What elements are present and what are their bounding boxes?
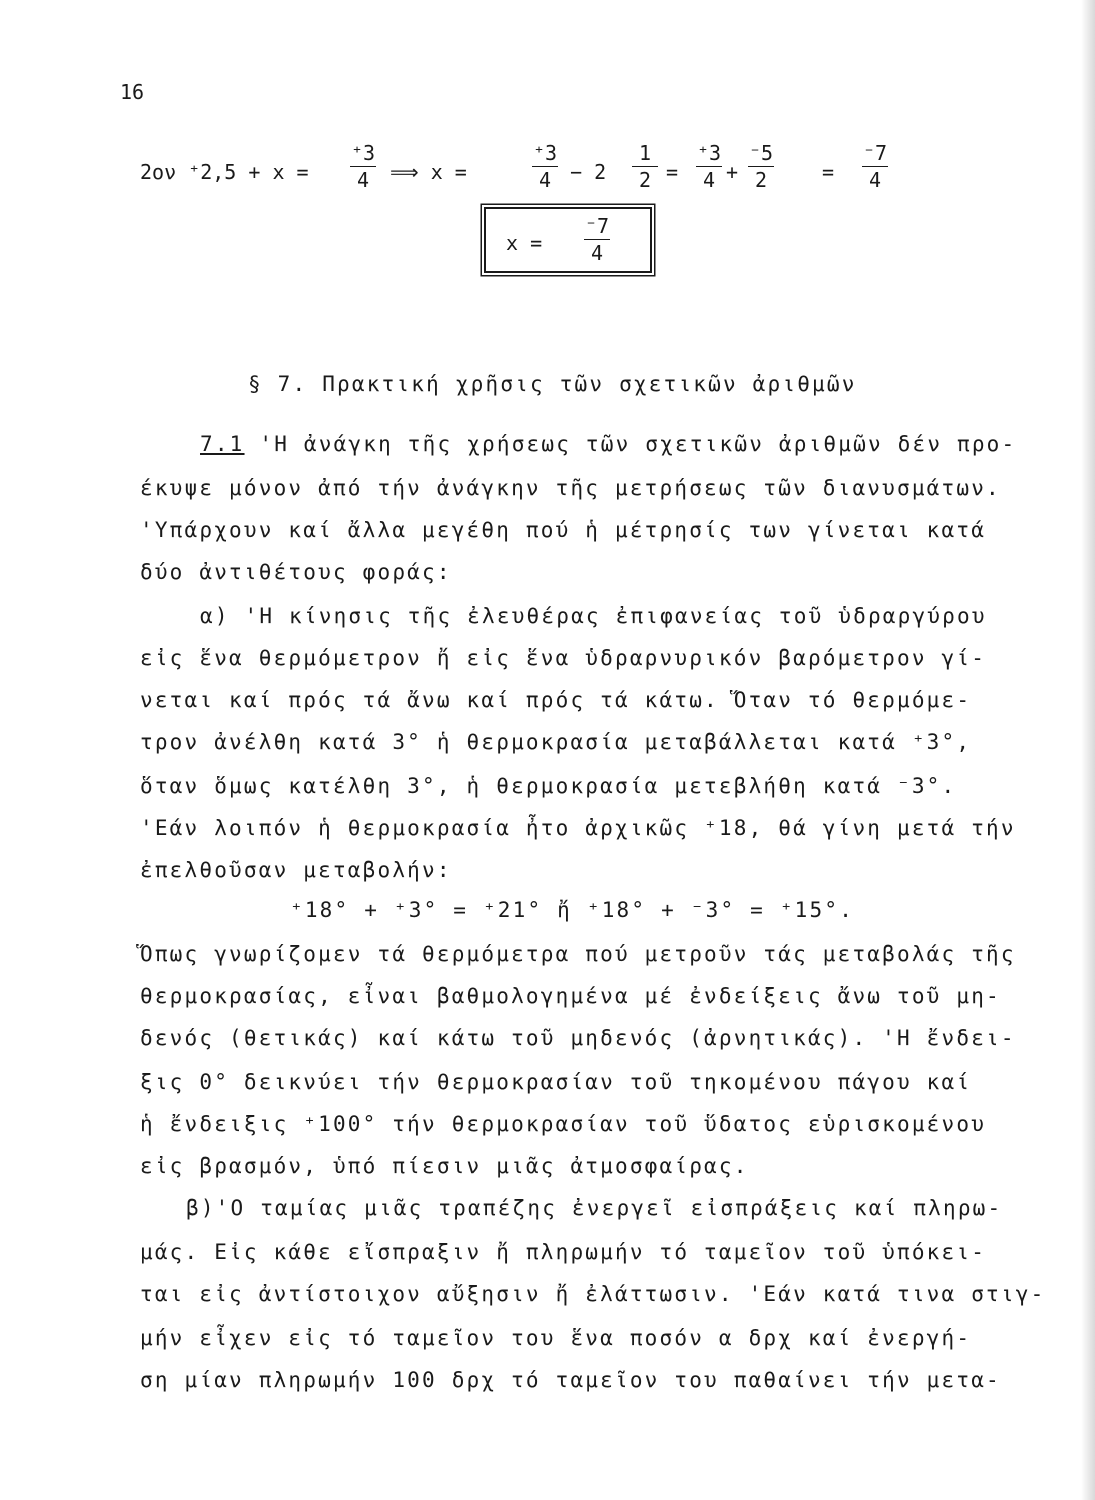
body-line-8: τρον ἀνέλθη κατά 3° ἡ θερμοκρασία μεταβάλλεται κατά ⁺3°,: [140, 730, 972, 754]
body-line-6: εἰς ἕνα θερμόμετρον ἤ εἰς ἕνα ὑδραρνυρικόν βαρόμετρον γί-: [140, 646, 987, 670]
body-line-3: 'Υπάρχουν καί ἄλλα μεγέθη πού ἡ μέτρησίς των γίνεται κατά: [140, 518, 987, 542]
fraction-5: [748, 142, 774, 191]
fraction-3-numerator: 1: [638, 141, 652, 165]
equation-arrow: ⟹ x =: [390, 160, 467, 184]
fraction-2: [532, 142, 558, 191]
fraction-1-numerator: ⁺3: [350, 141, 376, 165]
body-line-14: θερμοκρασίας, εἶναι βαθμολογημένα μέ ἐνδείξεις ἄνω τοῦ μη-: [140, 984, 1001, 1008]
body-line-16: ξις 0° δεικνύει τήν θερμοκρασίαν τοῦ τηκομένου πάγου καί: [140, 1070, 972, 1094]
paragraph-number: 7.1: [200, 432, 245, 456]
fraction-6: [862, 142, 888, 191]
body-line-15: δενός (θετικάς) καί κάτω τοῦ μηδενός (ἀρνητικάς). 'Η ἔνδει-: [140, 1026, 1016, 1050]
body-line-22: μήν εἶχεν εἰς τό ταμεῖον του ἕνα ποσόν α δρχ καί ἐνεργή-: [140, 1326, 972, 1350]
fraction-2-denominator: 4: [538, 168, 552, 192]
body-line-12: ⁺18° + ⁺3° = ⁺21° ἤ ⁺18° + ⁻3° = ⁺15°.: [290, 898, 855, 922]
fraction-4-denominator: 4: [702, 168, 716, 192]
equation-minus-two: − 2: [570, 160, 607, 184]
fraction-1-denominator: 4: [356, 168, 370, 192]
fraction-6-numerator: ⁻7: [862, 141, 888, 165]
boxed-result-numerator: ⁻7: [584, 214, 610, 238]
body-line-1-text: 'Η ἀνάγκη τῆς χρήσεως τῶν σχετικῶν ἀριθμῶν δέν προ-: [259, 432, 1017, 456]
body-line-2: έκυψε μόνον ἀπό τήν ἀνάγκην τῆς μετρήσεως τῶν διανυσμάτων.: [140, 476, 1001, 500]
body-line-23: ση μίαν πληρωμήν 100 δρχ τό ταμεῖον του παθαίνει τήν μετα-: [140, 1368, 1001, 1392]
fraction-2-numerator: ⁺3: [532, 141, 558, 165]
boxed-result: [484, 207, 652, 273]
equation-line: [140, 142, 900, 202]
fraction-5-denominator: 2: [754, 168, 768, 192]
scan-edge-shadow: [1081, 0, 1095, 1500]
body-line-18: εἰς βρασμόν, ὑπό πίεσιν μιᾶς ἀτμοσφαίρας.: [140, 1154, 749, 1178]
fraction-3: [632, 142, 658, 191]
body-line-17: ἡ ἔνδειξις ⁺100° τήν θερμοκρασίαν τοῦ ὕδατος εὑρισκομένου: [140, 1112, 987, 1136]
body-line-20: μάς. Εἰς κάθε εἴσπραξιν ἤ πληρωμήν τό ταμεῖον τοῦ ὑπόκει-: [140, 1240, 987, 1264]
body-line-4: δύο ἀντιθέτους φοράς:: [140, 560, 452, 584]
equation-lead: 2ον ⁺2,5 + x =: [140, 160, 309, 184]
fraction-1: [350, 142, 376, 191]
fraction-5-numerator: ⁻5: [748, 141, 774, 165]
fraction-4-numerator: ⁺3: [696, 141, 722, 165]
body-line-5: α) 'Η κίνησις τῆς ἐλευθέρας ἐπιφανείας τοῦ ὑδραργύρου: [200, 604, 987, 628]
body-line-9: ὅταν ὅμως κατέλθη 3°, ἡ θερμοκρασία μετεβλήθη κατά ⁻3°.: [140, 774, 957, 798]
fraction-4: [696, 142, 722, 191]
fraction-6-denominator: 4: [868, 168, 882, 192]
boxed-result-lhs: x =: [506, 231, 543, 255]
equation-plus: +: [726, 160, 739, 184]
body-line-13: Ὅπως γνωρίζομεν τά θερμόμετρα πού μετροῦν τάς μεταβολάς τῆς: [140, 942, 1016, 966]
equation-equals-1: =: [666, 160, 679, 184]
body-line-1: [200, 432, 1016, 456]
body-line-21: ται εἰς ἀντίστοιχον αὔξησιν ἤ ἐλάττωσιν. 'Εάν κατά τινα στιγ-: [140, 1282, 1046, 1306]
body-line-11: ἐπελθοῦσαν μεταβολήν:: [140, 858, 452, 882]
equation-equals-2: =: [822, 160, 835, 184]
boxed-result-denominator: 4: [590, 241, 604, 265]
body-line-10: 'Εάν λοιπόν ἡ θερμοκρασία ἦτο ἀρχικῶς ⁺18, θά γίνη μετά τήν: [140, 816, 1016, 840]
boxed-result-fraction: [584, 215, 610, 264]
page-number: 16: [120, 80, 145, 104]
body-line-7: νεται καί πρός τά ἄνω καί πρός τά κάτω. Ὅταν τό θερμόμε-: [140, 688, 972, 712]
body-line-19: β)'Ο ταμίας μιᾶς τραπέζης ἐνεργεῖ εἰσπράξεις καί πληρω-: [186, 1196, 1003, 1220]
section-heading: § 7. Πρακτική χρῆσις τῶν σχετικῶν ἀριθμῶν: [248, 372, 857, 396]
fraction-3-denominator: 2: [638, 168, 652, 192]
